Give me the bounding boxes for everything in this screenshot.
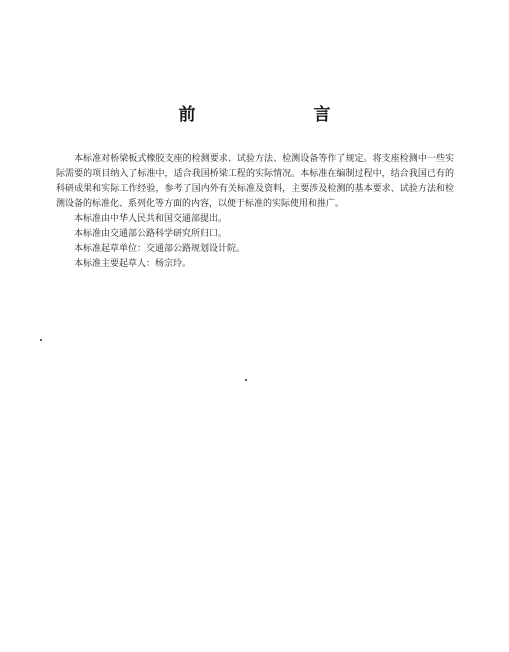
page-title: 前 言	[178, 105, 387, 125]
preface-body	[56, 152, 454, 272]
scan-speck	[245, 379, 247, 381]
info-line-administrator: 本标准由交通部公路科学研究所归口。	[74, 229, 228, 239]
info-line-proposer: 本标准由中华人民共和国交通部提出。	[74, 214, 228, 224]
info-line-main-drafter: 本标准主要起草人：杨宗玲。	[74, 259, 192, 269]
info-line-drafting-unit: 本标准起草单位：交通部公路规划设计院。	[74, 244, 246, 254]
scan-speck	[40, 339, 42, 341]
intro-paragraph: 本标准对桥梁板式橡胶支座的检测要求、试验方法、检测设备等作了规定。将支座检测中一些实际需要的项目纳入了标准中，适合我国桥梁工程的实际情况。本标准在编制过程中，结合我国已有的科研成果和实际工作经验，参考了国内外有关标准及资料，主要涉及检测的基本要求、试验方法和检测设备的标准化、系列化等方面的内容，以便于标准的实际使用和推广。	[56, 154, 454, 209]
